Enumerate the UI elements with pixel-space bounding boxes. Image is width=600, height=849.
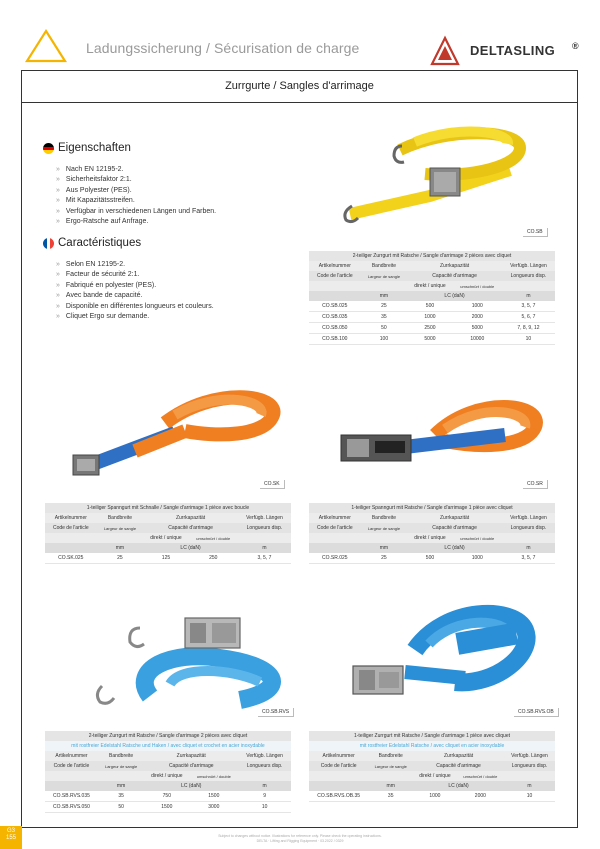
product-photo-co-sr	[341, 407, 536, 461]
fr-feature-list	[56, 260, 214, 322]
fr-heading: Caractéristiques	[58, 237, 142, 249]
product-photo-co-sb-rvs-ob	[353, 614, 527, 694]
french-flag-icon	[43, 238, 54, 249]
product-table-co-sb-rvs-ob: 1-teiliger Zurrgurt mit Ratsche / Sangle d'arrimage 1 pièce avec cliquet mit rostfreier Edelstahl Ratsche / avec cliquet en acier inoxydable Artikelnummer Bandbreite Zurrkapazität Verfügb. Längen Code de l'article Largeur de sangle Capacité d'arrimage Longueurs disp. direkt / unique umschnürt / double mm LC (daN) m CO.SB.RVS.OB.35 35 1000 2000 10	[309, 731, 555, 802]
product-table-co-sk: 1-teiliger Spanngurt mit Schnalle / Sangle d'arrimage 1 pièce avec boucle Artikelnummer Bandbreite Zurrkapazität Verfügb. Längen Code de l'article Largeur de sangle Capacité d'arrimage Longueurs disp. direkt / unique umschnürt / double mm LC (daN) m CO.SK.025 25 125 250 3, 5, 7	[45, 503, 291, 564]
list-item: » Sicherheitsfaktor 2:1.	[56, 176, 132, 184]
table-row: CO.SR.025 25 500 1000 3, 5, 7	[309, 553, 555, 564]
brand-name: DELTASLING	[470, 43, 556, 58]
section-title: Zurrgurte / Sangles d'arrimage	[225, 80, 374, 92]
product-photo-co-sk	[73, 397, 274, 475]
table-row: CO.SB.035 35 1000 2000 5, 6, 7	[309, 312, 555, 323]
list-item: » Disponible en différentes longueurs et couleurs.	[56, 302, 214, 310]
list-item: » Ergo-Ratsche auf Anfrage.	[56, 218, 149, 226]
list-item: » Mit Kapazitätsstreifen.	[56, 197, 135, 205]
list-item: » Fabriqué en polyester (PES).	[56, 281, 157, 289]
product-photo-co-sb-rvs	[97, 618, 272, 703]
table-caption: 2-teiliger Zurrgurt mit Ratsche / Sangle d'arrimage 2 pièces avec cliquet	[45, 731, 291, 741]
table-subcaption: mit rostfreier Edelstahl Ratsche und Haken / avec cliquet et crochet en acier inoxydable	[45, 741, 291, 751]
table-subcaption: mit rostfreier Edelstahl Ratsche / avec cliquet en acier inoxydable	[309, 741, 555, 751]
brand-registered-mark: ®	[572, 41, 579, 51]
list-item: » Selon EN 12195-2.	[56, 261, 126, 268]
table-caption: 1-teiliger Spanngurt mit Ratsche / Sangle d'arrimage 1 pièce avec cliquet	[309, 503, 555, 513]
footer-note: Subject to changes without notice. Illustrations for reference only. Please check the operating instructions. DELTA · Lifting and Rigging Equipment · 03.2022 / 0329	[218, 834, 382, 843]
product-table-co-sr: 1-teiliger Spanngurt mit Ratsche / Sangle d'arrimage 1 pièce avec cliquet Artikelnummer Bandbreite Zurrkapazität Verfügb. Längen Code de l'article Largeur de sangle Capacité d'arrimage Longueurs disp. direkt / unique umschnürt / double mm LC (daN) m CO.SR.025 25 500 1000 3, 5, 7	[309, 503, 555, 564]
header-title: Ladungssicherung / Sécurisation de charge	[86, 40, 360, 56]
product-code-label: CO.SR	[523, 480, 548, 489]
table-row: CO.SB.025 25 500 1000 3, 5, 7	[309, 301, 555, 312]
page-number: G3 155	[5, 828, 16, 841]
product-table-co-sb-rvs: 2-teiliger Zurrgurt mit Ratsche / Sangle d'arrimage 2 pièces avec cliquet mit rostfreier Edelstahl Ratsche und Haken / avec cliquet et crochet en acier inoxydable Artikelnummer Bandbreite Zurrkapazität Verfügb. Längen Code de l'article Largeur de sangle Capacité d'arrimage Longueurs disp. direkt / unique umschnürt / double mm LC (daN) m CO.SB.RVS.035 35 750 1500 9 CO.SB.RVS.050 50 1500 3000 10	[45, 731, 291, 813]
product-table-co-sb: 2-teiliger Zurrgurt mit Ratsche / Sangle d'arrimage 2 pièces avec cliquet Artikelnummer Bandbreite Zurrkapazität Verfügb. Längen Code de l'article Largeur de sangle Capacité d'arrimage Longueurs disp. direkt / unique umschnürt / double mm LC (daN) m CO.SB.025 25 500 1000 3, 5, 7 CO.SB.035 35 1000 2000 5, 6, 7 CO.SB.050 50 2500 5000 7, 8, 9, 12 CO.SB.100 100 5000 10000 10	[309, 251, 555, 345]
table-row: CO.SB.050 50 2500 5000 7, 8, 9, 12	[309, 323, 555, 334]
table-row: CO.SK.025 25 125 250 3, 5, 7	[45, 553, 291, 564]
de-feature-list	[56, 165, 216, 227]
table-caption: 1-teiliger Zurrgurt mit Ratsche / Sangle d'arrimage 1 pièce avec cliquet	[309, 731, 555, 741]
list-item: » Nach EN 12195-2.	[56, 166, 124, 173]
table-row: CO.SB.RVS.OB.35 35 1000 2000 10	[309, 791, 555, 802]
list-item: » Cliquet Ergo sur demande.	[56, 313, 150, 321]
list-item: » Verfügbar in verschiedenen Längen und Farben.	[56, 207, 217, 215]
title-divider	[21, 102, 578, 103]
product-code-label: CO.SB.RVS.OB	[514, 708, 559, 717]
table-row: CO.SB.RVS.035 35 750 1500 9	[45, 791, 291, 802]
de-heading: Eigenschaften	[58, 142, 131, 154]
list-item: » Facteur de sécurité 2:1.	[56, 271, 140, 279]
german-flag-icon	[43, 143, 54, 154]
list-item: » Aus Polyester (PES).	[56, 186, 132, 194]
table-caption: 2-teiliger Zurrgurt mit Ratsche / Sangle d'arrimage 2 pièces avec cliquet	[309, 251, 555, 261]
product-photo-co-sb	[330, 118, 530, 230]
product-code-label: CO.SB	[523, 228, 548, 237]
table-row: CO.SB.RVS.050 50 1500 3000 10	[45, 802, 291, 813]
list-item: » Avec bande de capacité.	[56, 292, 143, 300]
product-code-label: CO.SK	[260, 480, 285, 489]
warning-triangle-icon	[24, 28, 68, 64]
table-row: CO.SB.100 100 5000 10000 10	[309, 334, 555, 345]
product-code-label: CO.SB.RVS	[258, 708, 294, 717]
table-caption: 1-teiliger Spanngurt mit Schnalle / Sangle d'arrimage 1 pièce avec boucle	[45, 503, 291, 513]
